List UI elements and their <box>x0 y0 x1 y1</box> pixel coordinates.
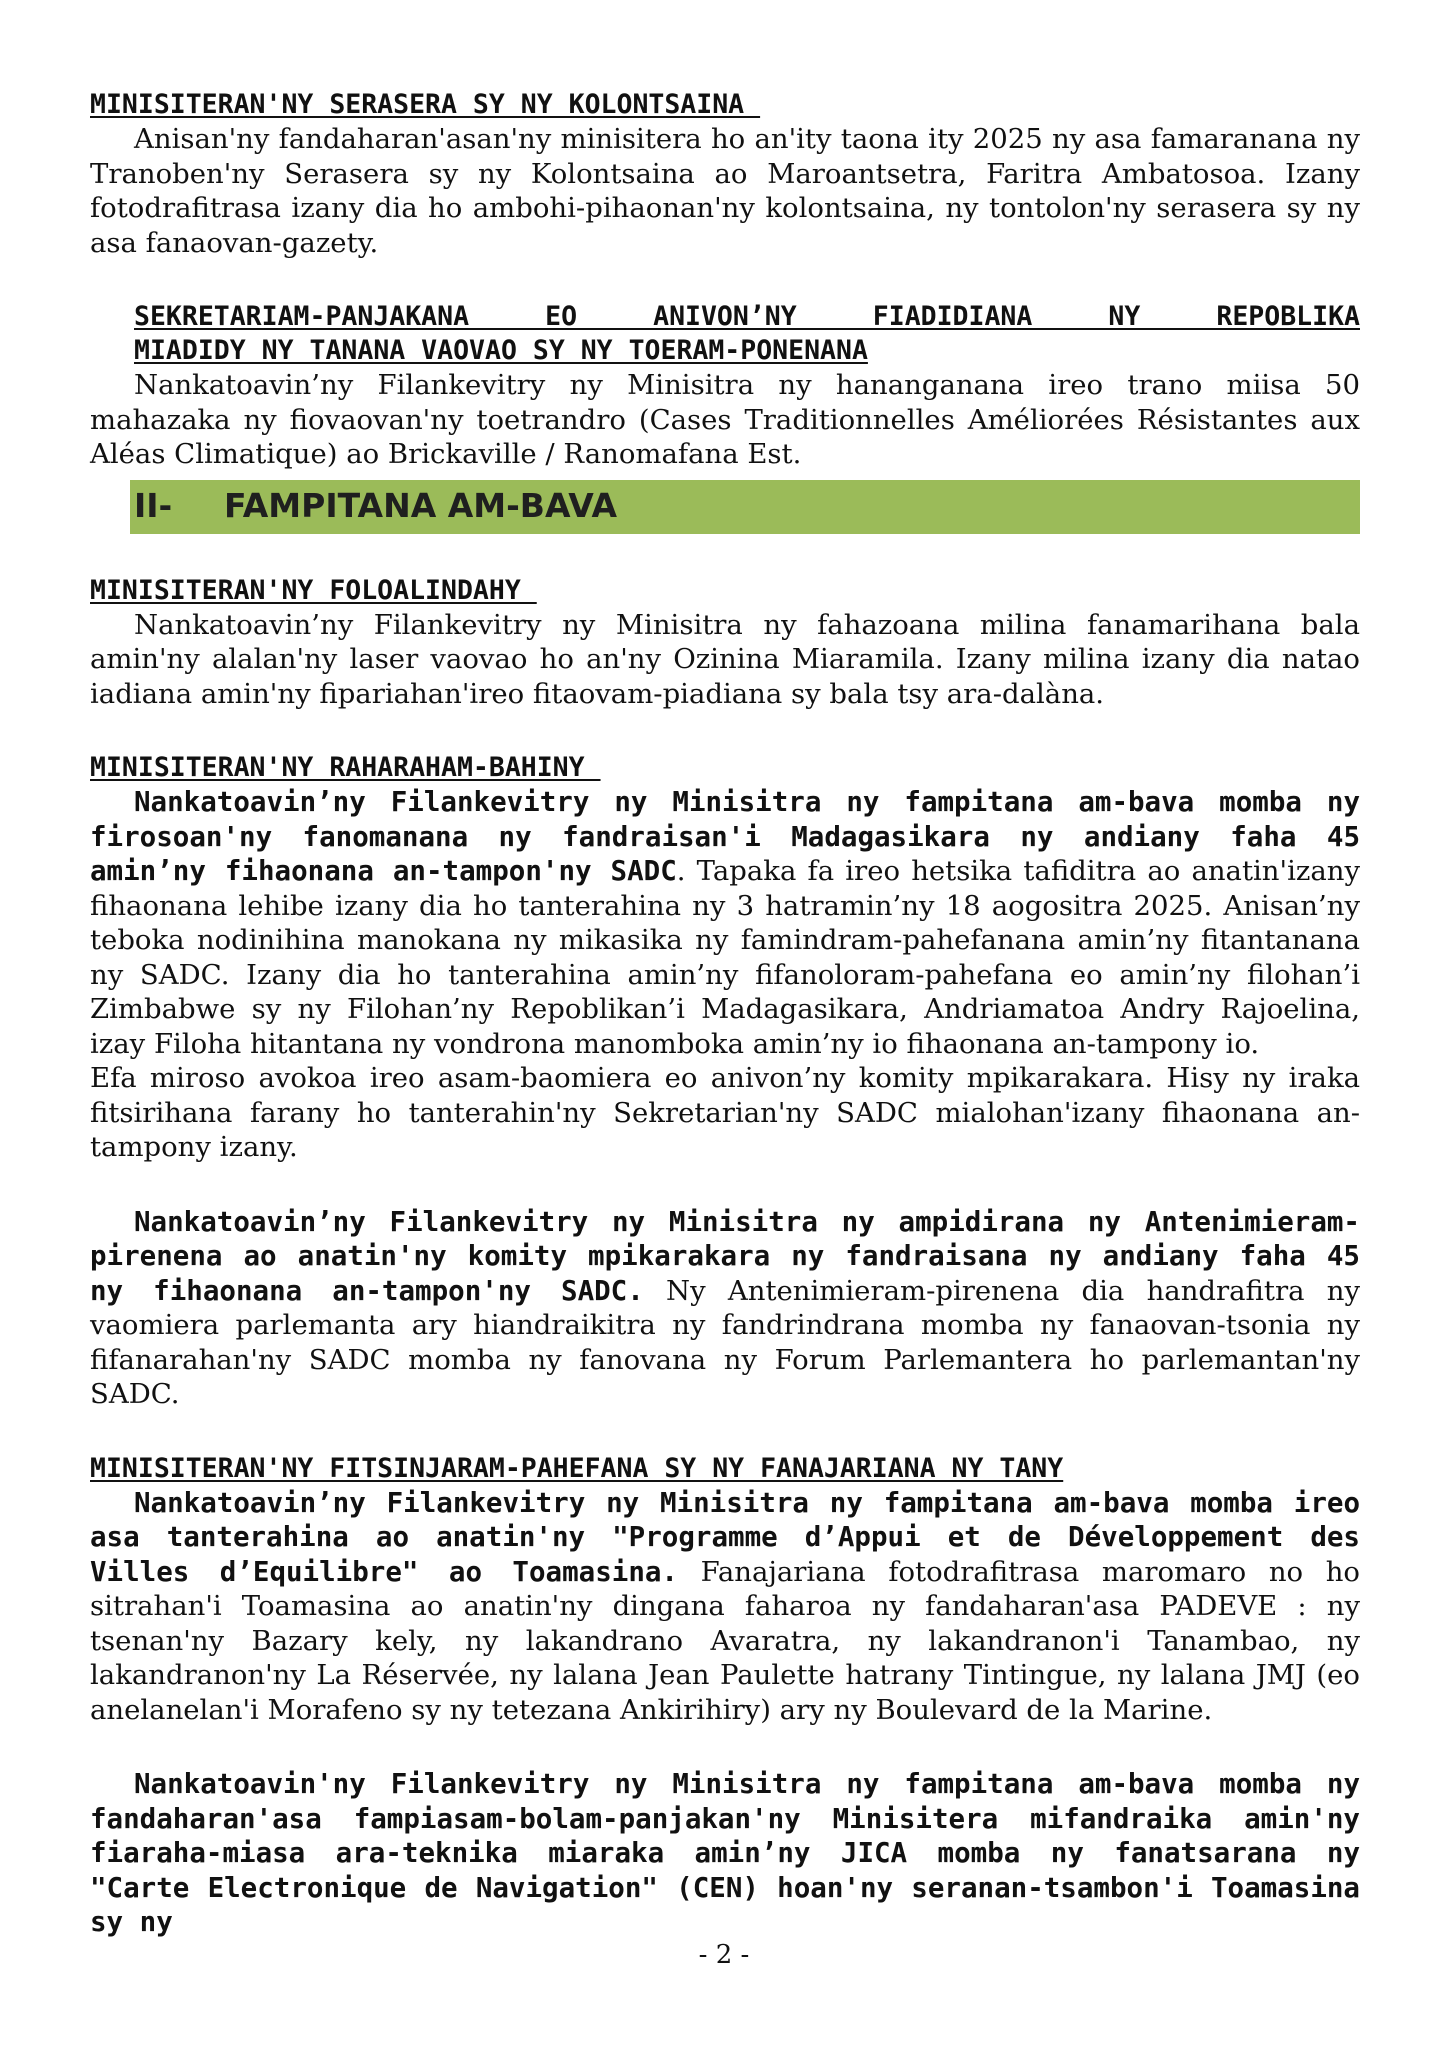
section-banner <box>130 480 1360 534</box>
paragraph-bold-lead: Nankatoavin’ny Filankevitry ny Minisitra ny fampitana am-bava momba ireo asa tanterahina ao anatin'ny "Programme d’Appui et de Développement des Villes d’Equilibre" ao Toamasina. <box>90 1486 1360 1588</box>
section-number: II- <box>134 486 173 526</box>
heading-line: SEKRETARIAM-PANJAKANA EO ANIVON’NY FIADIDIANA NY REPOBLIKA <box>134 301 1360 332</box>
heading-communication-culture: MINISITERAN'NY SERASERA SY NY KOLONTSAINA <box>90 89 761 120</box>
heading-line: MIADIDY NY TANANA VAOVAO SY NY TOERAM-PONENANA <box>134 335 868 366</box>
spacer <box>90 260 1360 300</box>
paragraph-sadc-summit <box>90 785 1360 1061</box>
heading-foreign-affairs: MINISITERAN'NY RAHARAHAM-BAHINY <box>90 752 601 783</box>
paragraph-bold-lead: Nankatoavin’ny Filankevitry ny Minisitra ny fampitana am-bava momba ny firosoan'ny fanomanana ny fandraisan'i Madagasikara ny andiany faha 45 amin’ny fihaonana an-tampon'ny SADC <box>90 786 1360 887</box>
paragraph-committee-preparations: Efa miroso avokoa ireo asam-baomiera eo anivon’ny komity mpikarakara. Hisy ny iraka fitsirihana farany ho tanterahin'ny Sekretarian'ny SADC mialohan'izany fihaonana an-tampony izany. <box>90 1062 1360 1163</box>
paragraph-national-assembly <box>90 1205 1360 1412</box>
paragraph-padeve-program <box>90 1486 1360 1728</box>
paragraph-text: Ny Antenimieram-pirenena dia handrafitra ny vaomiera parlemanta ary hiandraikitra ny fandrindrana momba ny fanaovan-tsonia ny fifanarahan'ny SADC momba ny fanovana ny Forum Parlemantera ho parlemantan'ny SADC. <box>90 1274 1360 1410</box>
section-title: FAMPITANA AM-BAVA <box>224 486 618 526</box>
heading-secretariat-new-cities <box>134 300 1360 368</box>
paragraph-jica-navigation-chart: Nankatoavin'ny Filankevitry ny Minisitra ny fampitana am-bava momba ny fandaharan'asa fampiasam-bolam-panjakan'ny Minisitera mifandraika amin'ny fiaraha-miasa ara-teknika miaraka amin’ny JICA momba ny fanatsarana ny "Carte Electronique de Navigation" (CEN) hoan'ny seranan-tsambon'i Toamasina sy ny <box>90 1768 1360 1938</box>
paragraph-bold-lead: Nankatoavin’ny Filankevitry ny Minisitra ny ampidirana ny Antenimieram-pirenena ao anatin'ny komity mpikarakara ny fandraisana ny andiany faha 45 ny fihaonana an-tampon'ny SADC. <box>90 1205 1360 1307</box>
paragraph-secretariat-new-cities: Nankatoavin’ny Filankevitry ny Minisitra ny hananganana ireo trano miisa 50 mahazaka ny fiovaovan'ny toetrandro (Cases Traditionnelles Améliorées Résistantes aux Aléas Climatique) ao Brickaville / Ranomafana Est. <box>90 369 1360 470</box>
document-page <box>90 88 1360 1940</box>
spacer <box>90 711 1360 751</box>
heading-armed-forces: MINISITERAN'NY FOLOALINDAHY <box>90 574 537 606</box>
paragraph-text: . Tapaka fa ireo hetsika tafiditra ao anatin'izany fihaonana lehibe izany dia ho tanterahina ny 3 hatramin’ny 18 aogositra 2025. Anisan’ny teboka nodinihina manokana ny mikasika ny famindram-pahefanana amin’ny fitantanana ny SADC. Izany dia ho tanterahina amin’ny fifanoloram-pahefana eo amin’ny filohan’i Zimbabwe sy ny Filohan’ny Repoblikan’i Madagasikara, Andriamatoa Andry Rajoelina, izay Filoha hitantana ny vondrona manomboka amin’ny io fihaonana an-tampony io. <box>90 855 1360 1060</box>
spacer <box>90 1412 1360 1452</box>
paragraph-text: Fanajariana fotodrafitrasa maromaro no ho sitrahan'i Toamasina ao anatin'ny dingana faharoa ny fandaharan'asa PADEVE : ny tsenan'ny Bazary kely, ny lakandrano Avaratra, ny lakandranon'i Tanambao, ny lakandranon'ny La Réservée, ny lalana Jean Paulette hatrany Tintingue, ny lalana JMJ (eo anelanelan'i Morafeno sy ny tetezana Ankirihiry) ary ny Boulevard de la Marine. <box>90 1555 1360 1726</box>
spacer <box>90 1727 1360 1767</box>
heading-decentralization-land: MINISITERAN'NY FITSINJARAM-PAHEFANA SY NY FANAJARIANA NY TANY <box>90 1452 1064 1484</box>
paragraph-communication-culture: Anisan'ny fandaharan'asan'ny minisitera ho an'ity taona ity 2025 ny asa famaranana ny Tranoben'ny Serasera sy ny Kolontsaina ao Maroantsetra, Faritra Ambatosoa. Izany fotodrafitrasa izany dia ho ambohi-pihaonan'ny kolontsaina, ny tontolon'ny serasera sy ny asa fanaovan-gazety. <box>90 123 1360 259</box>
paragraph-armed-forces: Nankatoavin’ny Filankevitry ny Minisitra ny fahazoana milina fanamarihana bala amin'ny alalan'ny laser vaovao ho an'ny Ozinina Miaramila. Izany milina izany dia natao iadiana amin'ny fipariahan'ireo fitaovam-piadiana sy bala tsy ara-dalàna. <box>90 608 1360 710</box>
spacer <box>90 1165 1360 1205</box>
page-number: - 2 - <box>698 1940 750 1970</box>
